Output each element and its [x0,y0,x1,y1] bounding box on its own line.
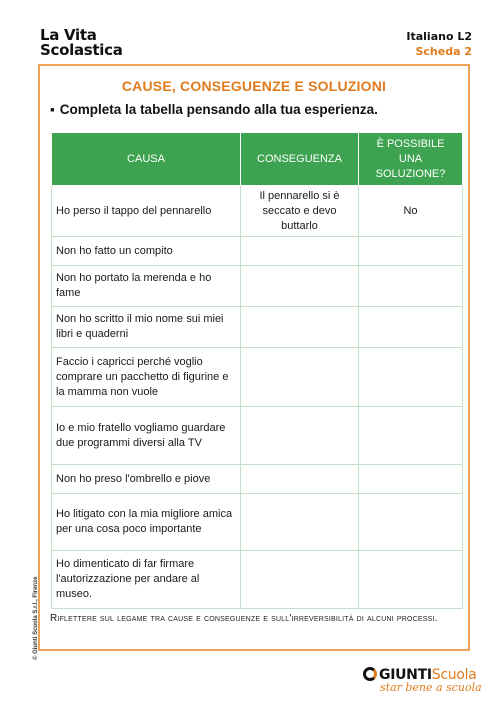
table-row [52,237,463,266]
table-row [52,348,463,407]
sheet-label: Scheda 2 [415,45,472,58]
publisher-tagline: star bene a scuola [380,681,482,694]
instruction [50,102,378,117]
copyright-notice: © Giunti Scuola S.r.l., Firenze [33,576,39,660]
solution-cell[interactable] [359,348,463,407]
solution-cell[interactable] [359,407,463,465]
cause-cell: Io e mio fratello vogliamo guardare due programmi diversi alla TV [52,407,241,465]
consequence-cell[interactable]: Il pennarello si è seccato e devo buttarlo [241,186,359,237]
header-cause: CAUSA [52,133,241,186]
worksheet-title: CAUSE, CONSEGUENZE E SOLUZIONI [121,78,387,94]
consequence-cell[interactable] [241,465,359,494]
cause-cell: Ho dimenticato di far firmare l'autorizzazione per andare al museo. [52,551,241,609]
cause-cell: Ho litigato con la mia migliore amica per una cosa poco importante [52,494,241,551]
subject-label-block [406,29,472,59]
solution-cell[interactable] [359,465,463,494]
reflection-note: Riflettere sul legame tra cause e conseguenze e sull'irreversibilità di alcuni processi. [50,613,438,624]
bullet-icon: ▪ [50,102,55,117]
consequence-cell[interactable] [241,266,359,307]
cause-cell: Faccio i capricci perché voglio comprare un pacchetto di figurine e la mamma non vuole [52,348,241,407]
cause-cell: Non ho preso l'ombrello e piove [52,465,241,494]
solution-cell[interactable]: No [359,186,463,237]
solution-cell[interactable] [359,551,463,609]
solution-cell[interactable] [359,237,463,266]
logo-line-2: Scolastica [40,41,123,59]
table-row [52,407,463,465]
cause-consequence-table [51,132,463,609]
header-consequence: CONSEGUENZA [241,133,359,186]
logo-line-1: La Vita [40,26,97,44]
solution-cell[interactable] [359,494,463,551]
brand-bold: GIUNTI [379,667,432,683]
solution-cell[interactable] [359,266,463,307]
table-row [52,551,463,609]
brand-light: Scuola [431,667,477,683]
magazine-logo [40,28,123,58]
consequence-cell[interactable] [241,494,359,551]
consequence-cell[interactable] [241,551,359,609]
consequence-cell[interactable] [241,348,359,407]
consequence-cell[interactable] [241,307,359,348]
cause-cell: Non ho fatto un compito [52,237,241,266]
subject-label: Italiano L2 [406,30,472,43]
consequence-cell[interactable] [241,237,359,266]
cause-cell: Non ho portato la merenda e ho fame [52,266,241,307]
giunti-logo-icon [363,667,377,681]
table-row [52,266,463,307]
cause-cell: Ho perso il tappo del pennarello [52,186,241,237]
table-row [52,494,463,551]
table-row [52,465,463,494]
table-row [52,186,463,237]
header-solution: È POSSIBILE UNA SOLUZIONE? [359,133,463,186]
cause-cell: Non ho scritto il mio nome sui miei libri e quaderni [52,307,241,348]
solution-cell[interactable] [359,307,463,348]
table-row [52,307,463,348]
consequence-cell[interactable] [241,407,359,465]
instruction-text: Completa la tabella pensando alla tua esperienza. [59,102,378,117]
table-header-row [52,133,463,186]
